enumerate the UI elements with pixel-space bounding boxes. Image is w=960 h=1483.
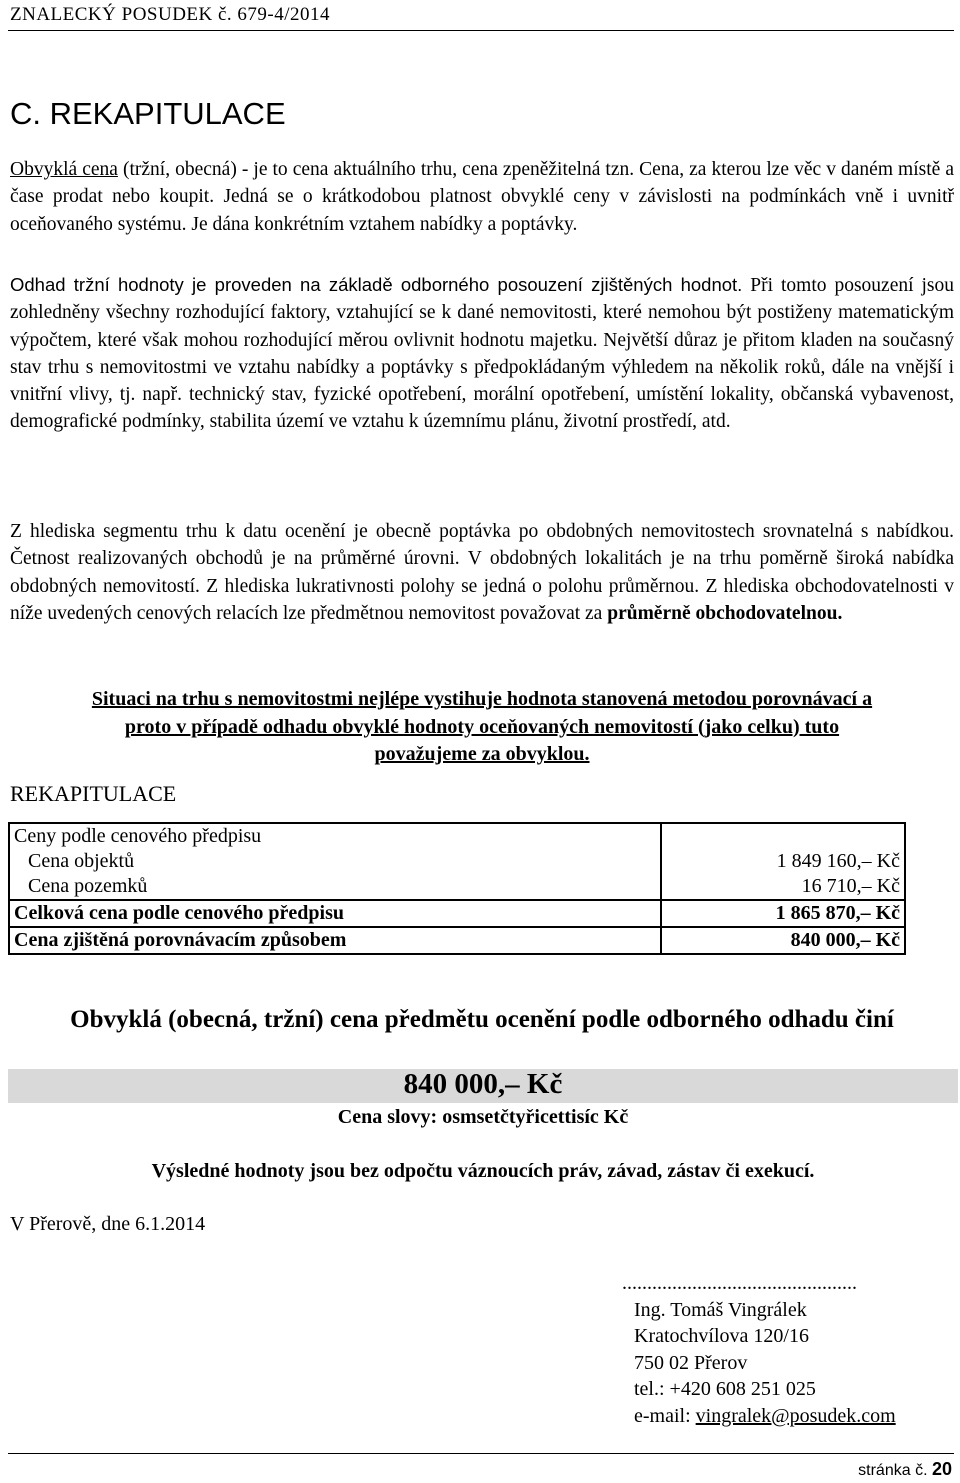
footer-label: stránka č. (858, 1462, 928, 1479)
row-label: Cena pozemků (9, 874, 661, 900)
row-value: 840 000,– Kč (661, 927, 905, 954)
table-row (9, 874, 905, 900)
page-footer (858, 1459, 952, 1480)
row-label: Cena zjištěná porovnávacím způsobem (9, 927, 661, 954)
row-value: 1 849 160,– Kč (661, 849, 905, 874)
conclusion-heading: Obvyklá (obecná, tržní) cena předmětu ocenění podle odborného odhadu činí (70, 1006, 894, 1033)
paragraph-text: Při tomto posouzení jsou zohledněny všechny rozhodující faktory, vztahující se k dané nemovitosti, které nemohou být postiženy matematickým výpočtem, které však mohou rozhodující měrou ovlivnit hodnotu majetku. Největší důraz je přitom kladen na současný stav trhu s nemovitostmi ve vztahu nabídky a poptávky s předpokládaným výhledem na několik roků, dále na vnější i vnitřní vlivy, tj. např. technický stav, fyzické opotřebení, morální opotřebení, umístění lokality, občanská vybavenost, demografické podmínky, stabilita území ve vztahu k územnímu plánu, životní prostředí, atd. (10, 275, 954, 433)
footer-divider (8, 1453, 954, 1454)
table-row (9, 823, 905, 849)
document-header: ZNALECKÝ POSUDEK č. 679-4/2014 (10, 4, 331, 25)
final-amount: 840 000,– Kč (403, 1068, 563, 1100)
paragraph-market-price (10, 156, 954, 238)
market-statement (10, 686, 954, 769)
paragraph-lead: Odhad tržní hodnoty je proveden na základě odborného posouzení zjištěných hodnot. (10, 274, 743, 295)
statement-line-2: proto v případě odhadu obvyklé hodnoty oceňovaných nemovitostí (jako celku) tuto (124, 715, 840, 738)
section-title: C. REKAPITULACE (10, 96, 286, 131)
paragraph-estimate (10, 271, 954, 436)
place-date: V Přerově, dne 6.1.2014 (10, 1213, 206, 1235)
signature-line: ............................................... (622, 1272, 857, 1294)
result-note: Výsledné hodnoty jsou bez odpočtu váznoucích práv, závad, zástav či exekucí. (151, 1160, 815, 1182)
row-value: 1 865 870,– Kč (661, 900, 905, 927)
row-label: Celková cena podle cenového předpisu (9, 900, 661, 927)
statement-line-3: považujeme za obvyklou. (374, 743, 590, 765)
paragraph-text: Z hlediska segmentu trhu k datu ocenění je obecně poptávka po obdobných nemovitostech srovnatelná s nabídkou. Četnost realizovaných obchodů je na průměrné úrovni. V obdobných lokalitách je na trhu poměrně široká nabídka obdobných nemovitostí. Z hlediska lukrativnosti polohy se jedná o polohu průměrnou. Z hlediska obchodovatelnosti v níže uvedených cenových relacích lze předmětnou nemovitost považovat za (10, 521, 954, 624)
term-obvykla-cena: Obvyklá cena (10, 159, 118, 180)
paragraph-bold: průměrně obchodovatelnou. (607, 602, 843, 624)
signature-block (622, 1270, 896, 1429)
signer-city: 750 02 Přerov (634, 1351, 748, 1374)
page-number: 20 (931, 1459, 952, 1479)
email-link[interactable]: vingralek@posudek.com (695, 1404, 896, 1427)
rekap-heading: REKAPITULACE (10, 781, 177, 806)
table-group-title: Ceny podle cenového předpisu (9, 823, 661, 849)
signer-street: Kratochvílova 120/16 (634, 1325, 809, 1347)
row-label: Cena objektů (9, 849, 661, 874)
email-label: e-mail: (634, 1404, 696, 1427)
header-divider (8, 30, 954, 31)
table-row (9, 849, 905, 874)
paragraph-text: (tržní, obecná) - je to cena aktuálního trhu, cena zpeněžitelná tzn. Cena, za kterou lze věc v daném místě a čase prodat nebo koupit. Jedná se o krátkodobou platnost obvyklé ceny v závislosti na podmínkách vně i uvnitř oceňovaného systému. Je dána konkrétním vztahem nabídky a poptávky. (10, 159, 954, 235)
table-row (9, 927, 905, 954)
amount-in-words: Cena slovy: osmsetčtyřicettisíc Kč (337, 1106, 629, 1128)
signer-phone: tel.: +420 608 251 025 (634, 1378, 816, 1400)
table-row (9, 900, 905, 927)
summary-table (8, 822, 906, 955)
signer-email-row (622, 1403, 896, 1430)
statement-line-1: Situaci na trhu s nemovitostmi nejlépe vystihuje hodnota stanovená metodou porovnávací a (91, 688, 873, 710)
signer-name: Ing. Tomáš Vingrálek (634, 1298, 807, 1321)
paragraph-segment (10, 518, 954, 627)
row-value: 16 710,– Kč (661, 874, 905, 900)
table-cell-empty (661, 823, 905, 849)
